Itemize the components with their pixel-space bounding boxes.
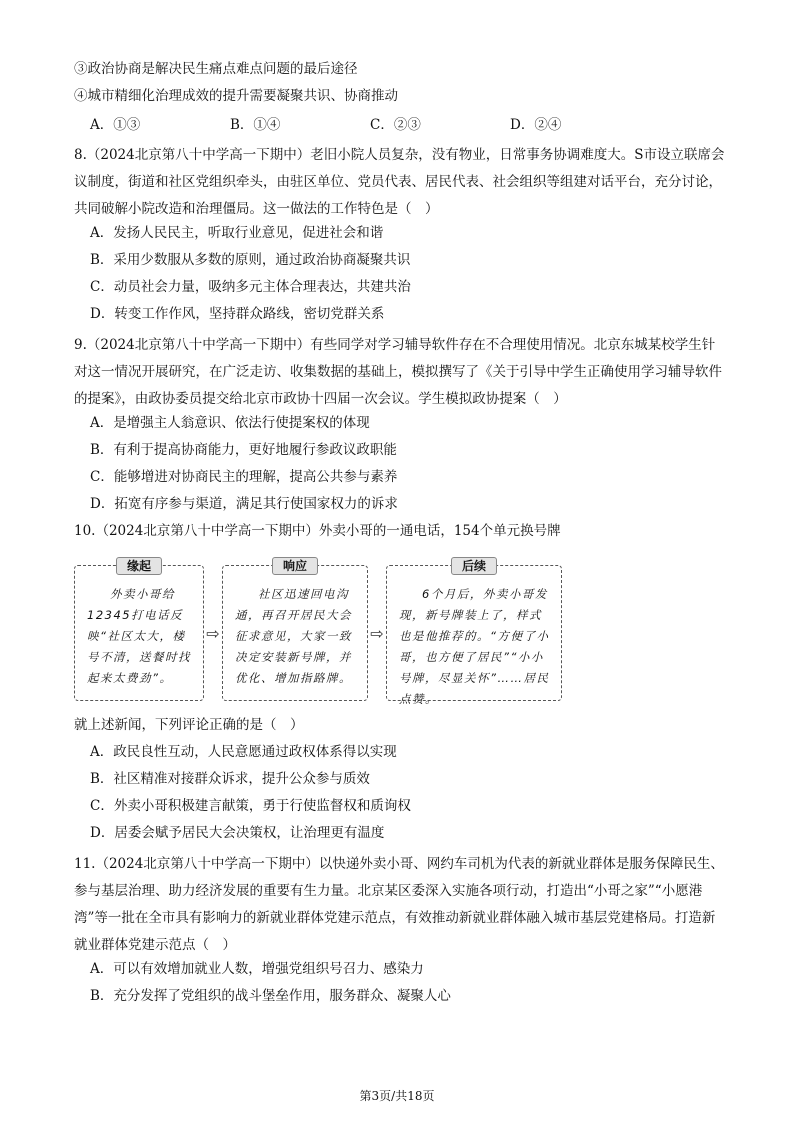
q10-option-a[interactable]: A．政民良性互动，人民意愿通过政权体系得以实现 <box>90 744 397 760</box>
q8-option-d[interactable]: D．转变工作作风，坚持群众路线，密切党群关系 <box>90 306 385 322</box>
q10-option-c[interactable]: C．外卖小哥积极建言献策，勇于行使监督权和质询权 <box>90 798 411 814</box>
flow-arrow-icon: ⇨ <box>370 624 384 643</box>
flow-box-response-text: 社区迅速回电沟通，再召开居民大会征求意见，大家一致决定安装新号牌，并优化、增加指路牌。 <box>235 587 352 685</box>
flow-box-response-tag: 响应 <box>272 557 318 575</box>
q8-option-c[interactable]: C．动员社会力量，吸纳多元主体合理表达，共建共治 <box>90 279 411 295</box>
question-9-stem: 9.（2024北京第八十中学高一下期中）有些同学对学习辅导软件存在不合理使用情况。北京东城某校学生针对这一情况开展研究，在广泛走访、收集数据的基础上，模拟撰写了《关于引导中学生正确使用学习辅导软件的提案》，由政协委员提交给北京市政协十四届一次会议。学生模拟政协提案（ ） <box>74 337 722 407</box>
option-b[interactable]: B．①④ <box>230 117 281 133</box>
statement-4: ④城市精细化治理成效的提升需要凝聚共识、协商推动 <box>74 88 398 104</box>
page-number: 第3页/共18页 <box>359 1089 435 1103</box>
q9-option-b[interactable]: B．有利于提高协商能力，更好地履行参政议政职能 <box>90 442 397 458</box>
option-a[interactable]: A．①③ <box>90 117 141 133</box>
option-c[interactable]: C．②③ <box>370 117 421 133</box>
q10-option-b[interactable]: B．社区精准对接群众诉求，提升公众参与质效 <box>90 771 370 787</box>
flow-box-response <box>222 559 368 701</box>
q8-option-b[interactable]: B．采用少数服从多数的原则，通过政治协商凝聚共识 <box>90 252 411 268</box>
flow-arrow-icon: ⇨ <box>206 624 220 643</box>
q9-option-c[interactable]: C．能够增进对协商民主的理解，提高公共参与素养 <box>90 469 398 485</box>
question-11-stem: 11.（2024北京第八十中学高一下期中）以快递外卖小哥、网约车司机为代表的新就业群体是服务保障民生、参与基层治理、助力经济发展的重要有生力量。北京某区委深入实施各项行动，打造出“小哥之家”“小愿港湾”等一批在全市具有影响力的新就业群体党建示范点，有效推动新就业群体融入城市基层党建格局。打造新就业群体党建示范点（ ） <box>74 856 724 953</box>
prev-options <box>90 116 650 134</box>
option-d[interactable]: D．②④ <box>510 117 562 133</box>
statement-3: ③政治协商是解决民生痛点难点问题的最后途径 <box>74 61 358 77</box>
flow-box-followup-text: 6个月后，外卖小哥发现，新号牌装上了，样式也是他推荐的。“方便了小哥，也方便了居民”“小小号牌，尽显关怀”……居民点赞。 <box>399 587 550 706</box>
question-8-stem: 8.（2024北京第八十中学高一下期中）老旧小院人员复杂，没有物业，日常事务协调难度大。S市设立联席会议制度，街道和社区党组织牵头，由驻区单位、党员代表、居民代表、社会组织等组建对话平台，充分讨论，共同破解小院改造和治理僵局。这一做法的工作特色是（ ） <box>74 147 725 217</box>
news-flow-diagram <box>74 555 724 706</box>
q11-option-a[interactable]: A．可以有效增加就业人数，增强党组织号召力、感染力 <box>90 961 424 977</box>
q9-option-a[interactable]: A．是增强主人翁意识、依法行使提案权的体现 <box>90 415 370 431</box>
q8-option-a[interactable]: A．发扬人民民主，听取行业意见，促进社会和谐 <box>90 225 384 241</box>
flow-box-origin-text: 外卖小哥给12345打电话反映“社区太大，楼号不清，送餐时找起来太费劲”。 <box>87 587 191 685</box>
flow-box-followup-tag: 后续 <box>451 557 497 575</box>
question-10-prompt: 就上述新闻，下列评论正确的是（ ） <box>74 717 304 733</box>
q9-option-d[interactable]: D．拓宽有序参与渠道，满足其行使国家权力的诉求 <box>90 496 398 512</box>
flow-box-origin-tag: 缘起 <box>116 557 162 575</box>
flow-box-origin <box>74 559 204 701</box>
q11-option-b[interactable]: B．充分发挥了党组织的战斗堡垒作用，服务群众、凝聚人心 <box>90 988 451 1004</box>
q10-option-d[interactable]: D．居委会赋予居民大会决策权，让治理更有温度 <box>90 825 385 841</box>
question-10-stem: 10.（2024北京第八十中学高一下期中）外卖小哥的一通电话，154个单元换号牌 <box>74 523 561 539</box>
flow-box-followup <box>386 559 562 706</box>
